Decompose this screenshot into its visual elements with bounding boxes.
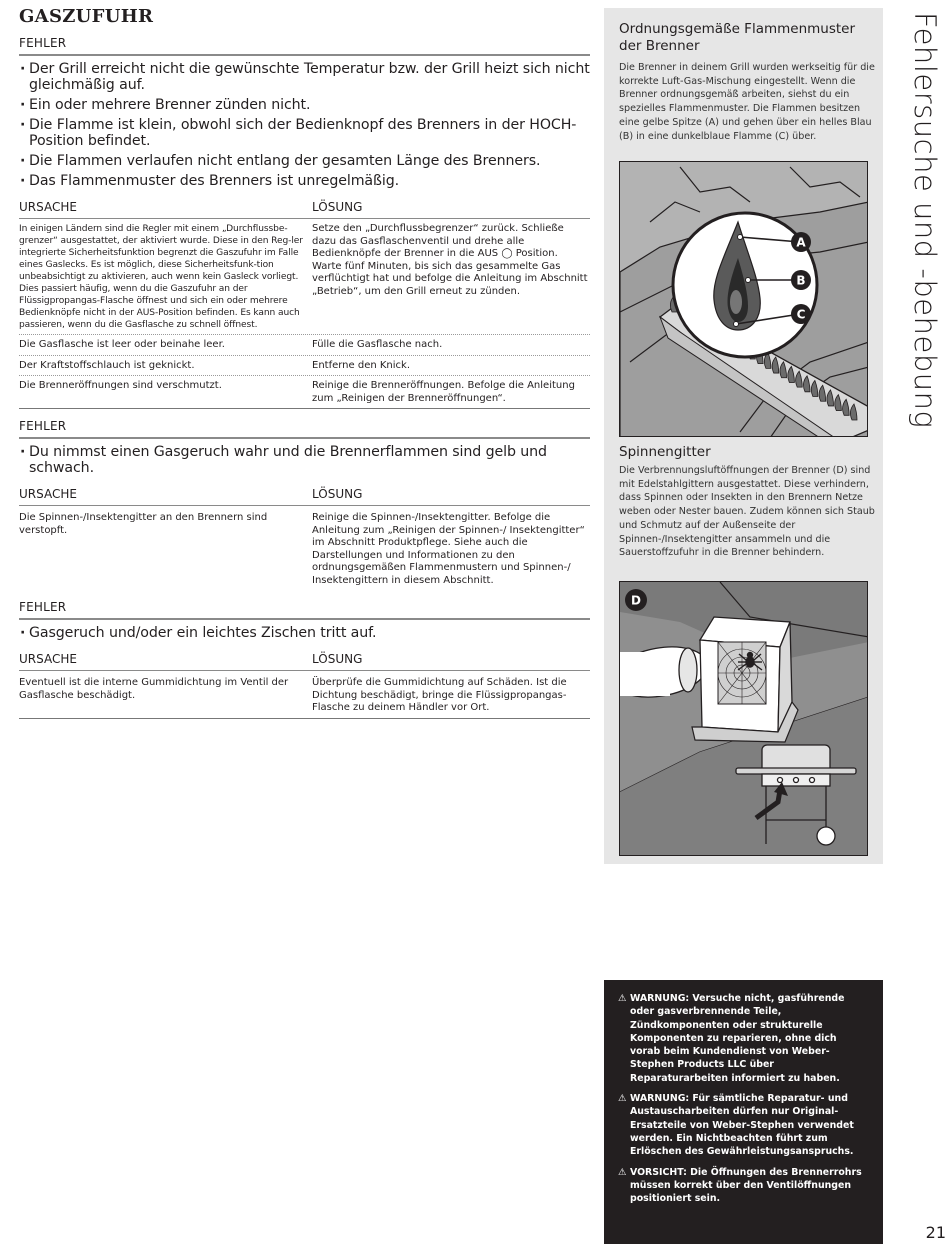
svg-text:D: D [631, 593, 641, 608]
label-c [791, 304, 811, 324]
spider-screen-figure [619, 581, 868, 856]
ursache-header: URSACHE [19, 487, 77, 501]
solution-cell: Setze den „Durchflussbegrenzer“ zurück. Schließe dazu das Gasflaschenventil und drehe alle Bedienknöpfe der Brenner in die AUS ◯ Position. Warte fünf Minuten, bis sich das gesammelte Gas verflüchtigt hat und befolge die Anleitung im Abschnitt „Betrieb“, um den Grill erneut zu zünden. [312, 223, 588, 297]
fehler-label: FEHLER [19, 599, 590, 620]
spider-screen-illustration [620, 582, 868, 856]
cause-cell: Die Gasflasche ist leer oder beinahe leer. [19, 339, 225, 350]
warning-icon: ⚠ [618, 1093, 627, 1105]
cause-cell: In einigen Ländern sind die Regler mit einem „Durchflussbe-grenzer“ ausgestattet, der aktiviert wurde. Diese in den Reg-ler integrierte Sicherheitsfunktion begrenzt die Gaszufuhr im Falle eines Gaslecks. Es ist möglich, diese Sicherheitsfunk-tion unbeabsichtigt zu aktivieren, auch wenn kein Gasleck vorliegt. Dies passiert häufig, wenn du die Gaszufuhr an der Flüssigpropangas-Flasche öffnest und sich ein oder mehrere Bedienknöpfe nicht in der AUS-Position befinden. Es kann auch passieren, wenn du die Gasflasche zu schnell öffnest. [19, 224, 303, 330]
symptom-list [19, 56, 590, 197]
symptom-item: · Die Flammen verlaufen nicht entlang der gesamten Länge des Brenners. [19, 153, 590, 169]
warning-icon: ⚠ [618, 993, 627, 1004]
warning-item: ⚠ WARNUNG: Versuche nicht, gasführende oder gasverbrennende Teile, Zündkomponenten oder strukturelle Komponenten zu reparieren, ohne dich vorab beim Kundendienst von Weber-Stephen Products LLC über Reparaturarbeiten informiert zu haben. [618, 993, 845, 1084]
flame-pattern-text: Die Brenner in deinem Grill wurden werkseitig für die korrekte Luft-Gas-Mischung eingestellt. Wenn die Brenner ordnungsgemäß arbeiten, siehst du ein spezielles Flammenmuster. Die Flammen besitzen eine gelbe Spitze (A) und gehen über ein helles Blau (B) in eine dunkelblaue Flamme (C) über. [619, 62, 875, 142]
svg-text:C: C [796, 307, 806, 322]
symptom-item: · Das Flammenmuster des Brenners ist unregelmäßig. [19, 173, 590, 189]
flame-pattern-title: Ordnungsgemäße Flammenmuster der Brenner [619, 21, 856, 54]
table-row [19, 671, 590, 719]
loesung-header: LÖSUNG [312, 487, 363, 501]
svg-text:A: A [796, 235, 806, 250]
symptom-item: · Du nimmst einen Gasgeruch wahr und die Brennerflammen sind gelb und schwach. [19, 444, 590, 476]
table-header [19, 484, 590, 506]
table-row [19, 335, 590, 356]
svg-text:B: B [796, 273, 806, 288]
symptom-list [19, 439, 590, 484]
solution-cell: Reinige die Brenneröffnungen. Befolge die Anleitung zum „Reinigen der Brenneröffnungen“. [312, 380, 575, 404]
info-panel [604, 8, 883, 864]
solution-cell: Überprüfe die Gummidichtung auf Schäden. Ist die Dichtung beschädigt, bringe die Flüssigpropangas-Flasche zu deinem Händler vor Ort. [312, 677, 567, 713]
section-title: GASZUFUHR [19, 6, 154, 27]
table-row [19, 376, 590, 409]
ursache-header: URSACHE [19, 200, 77, 214]
label-b [791, 270, 811, 290]
fehler-label: FEHLER [19, 35, 590, 56]
solution-cell: Fülle die Gasflasche nach. [312, 339, 443, 350]
troubleshooting-column [19, 6, 590, 719]
spider-screen-text: Die Verbrennungsluftöffnungen der Brenner (D) sind mit Edelstahlgittern ausgestattet. Diese verhindern, dass Spinnen oder Insekten in den Brennern Netze weben oder Nester bauen. Zudem können sich Staub und Schmutz auf der Außenseite der Spinnen-/Insektengitter ansammeln und die Sauerstoffzufuhr in die Brenner behindern. [619, 465, 875, 559]
table-row [19, 356, 590, 377]
cause-cell: Eventuell ist die interne Gummidichtung im Ventil der Gasflasche beschädigt. [19, 677, 289, 701]
label-d [625, 589, 647, 611]
ursache-header: URSACHE [19, 652, 77, 666]
solution-cell: Entferne den Knick. [312, 359, 411, 371]
solution-cell: Reinige die Spinnen-/Insektengitter. Befolge die Anleitung zum „Reinigen der Spinnen-/ Insektengitter“ im Abschnitt Produktpflege. Siehe auch die Darstellungen und Informationen zu den ordnungsgemäßen Flammenmustern und Spinnen-/ Insektengittern in diesem Abschnitt. [312, 512, 585, 586]
fehler-label: FEHLER [19, 418, 590, 439]
cause-cell: Die Spinnen-/Insektengitter an den Brennern sind verstopft. [19, 512, 268, 536]
flame-pattern-figure [619, 161, 868, 437]
cause-cell: Die Brenneröffnungen sind verschmutzt. [19, 380, 222, 391]
warning-icon: ⚠ [618, 1166, 627, 1178]
chapter-title-text: Fehlersuche und -behebung [908, 12, 942, 429]
label-a [791, 232, 811, 252]
caution-item: ⚠ VORSICHT: Die Öffnungen des Brennerrohrs müssen korrekt über den Ventilöffnungen positioniert sein. [618, 1166, 862, 1205]
loesung-header: LÖSUNG [312, 200, 363, 214]
symptom-item: · Gasgeruch und/oder ein leichtes Zischen tritt auf. [19, 625, 590, 641]
table-header [19, 649, 590, 671]
spider-screen-title: Spinnengitter [619, 444, 711, 460]
symptom-item: · Ein oder mehrere Brenner zünden nicht. [19, 97, 590, 113]
loesung-header: LÖSUNG [312, 652, 363, 666]
symptom-item: · Der Grill erreicht nicht die gewünschte Temperatur bzw. der Grill heizt sich nicht gleichmäßig auf. [19, 61, 590, 93]
cause-cell: Der Kraftstoffschlauch ist geknickt. [19, 359, 195, 371]
burner-flame-illustration [620, 162, 868, 437]
table-row [19, 506, 590, 590]
page-number: 21 [925, 1223, 946, 1242]
symptom-list [19, 620, 590, 649]
chapter-side-title [896, 12, 946, 432]
table-header [19, 197, 590, 219]
warning-item: ⚠ WARNUNG: Für sämtliche Reparatur- und Austauscharbeiten dürfen nur Original-Ersatzteile von Weber-Stephen verwendet werden. Ein Nichtbeachten führt zum Erlöschen des Gewährleistungsanspruchs. [618, 1093, 854, 1158]
symptom-item: · Die Flamme ist klein, obwohl sich der Bedienknopf des Brenners in der HOCH-Position befindet. [19, 117, 590, 149]
warning-box [604, 980, 883, 1244]
table-row [19, 219, 590, 335]
